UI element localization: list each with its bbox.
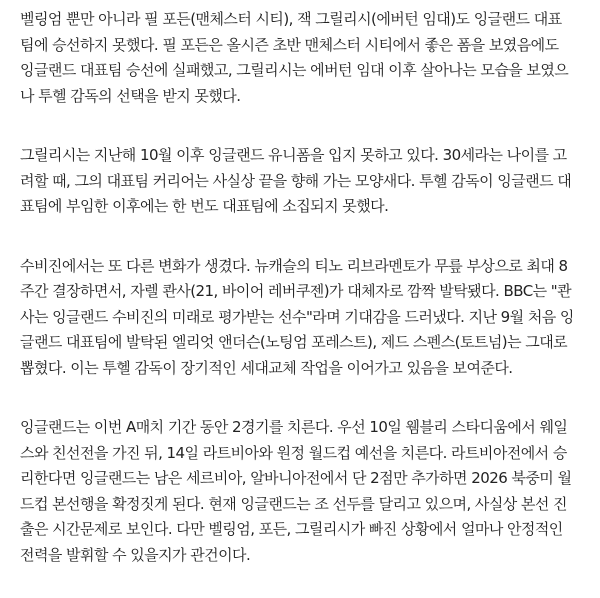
- text-line: 출은 시간문제로 보인다. 다만 벨링엄, 포든, 그릴리시가 빠진 상황에서 얼마나 안정적인: [20, 520, 563, 538]
- text-line: 그릴리시는 지난해 10월 이후 잉글랜드 유니폼을 입지 못하고 있다. 30세라는 나이를 고: [20, 146, 567, 164]
- paragraph-2: [20, 143, 586, 220]
- text-line: 드컵 본선행을 확정짓게 된다. 현재 잉글랜드는 조 선두를 달리고 있으며, 사실상 본선 진: [20, 494, 567, 513]
- text-line: 전력을 발휘할 수 있을지가 관건이다.: [20, 545, 251, 564]
- text-line: 벨링엄 뿐만 아니라 필 포든(맨체스터 시티), 잭 그릴리시(에버턴 임대)도 잉글랜드 대표: [20, 10, 562, 28]
- text-line: 스와 친선전을 가진 뒤, 14일 라트비아와 원정 월드컵 예선을 치른다. 라트비아전에서 승: [20, 443, 567, 462]
- text-line: 수비진에서는 또 다른 변화가 생겼다. 뉴캐슬의 티노 리브라멘토가 무릎 부상으로 최대 8: [20, 256, 568, 275]
- text-line: 사는 잉글랜드 수비진의 미래로 평가받는 선수"라며 기대감을 드러냈다. 지난 9월 처음 잉: [20, 307, 574, 326]
- paragraph-3: [20, 254, 586, 382]
- paragraph-4: [20, 415, 586, 568]
- text-line: 잉글랜드는 이번 A매치 기간 동안 2경기를 치른다. 우선 10일 웸블리 스타디움에서 웨일: [20, 418, 568, 436]
- text-line: 려할 때, 그의 대표팀 커리어는 사실상 끝을 향해 가는 모양새다. 투헬 감독이 잉글랜드 대: [20, 171, 572, 190]
- text-line: 글랜드 대표팀에 발탁된 엘리엇 앤더슨(노팅엄 포레스트), 제드 스펜스(토트넘)는 그대로: [20, 333, 568, 351]
- text-line: 주간 결장하면서, 자렐 콴사(21, 바이어 레버쿠젠)가 대체자로 깜짝 발탁됐다. BBC는 "콴: [20, 282, 572, 300]
- text-line: 표팀에 부임한 이후에는 한 번도 대표팀에 소집되지 못했다.: [20, 197, 389, 215]
- text-line: 팀에 승선하지 못했다. 필 포든은 올시즌 초반 맨체스터 시티에서 좋은 폼을 보였음에도: [20, 35, 559, 54]
- text-line: 잉글랜드 대표팀 승선에 실패했고, 그릴리시는 에버턴 임대 이후 살아나는 모습을 보였으: [20, 61, 569, 79]
- text-line: 뽑혔다. 이는 투헬 감독이 장기적인 세대교체 작업을 이어가고 있음을 보여준다.: [20, 358, 513, 377]
- text-line: 리한다면 잉글랜드는 남은 세르비아, 알바니아전에서 단 2점만 추가하면 2026 북중미 월: [20, 469, 572, 487]
- paragraph-1: [20, 7, 586, 109]
- text-line: 나 투헬 감독의 선택을 받지 못했다.: [20, 86, 241, 105]
